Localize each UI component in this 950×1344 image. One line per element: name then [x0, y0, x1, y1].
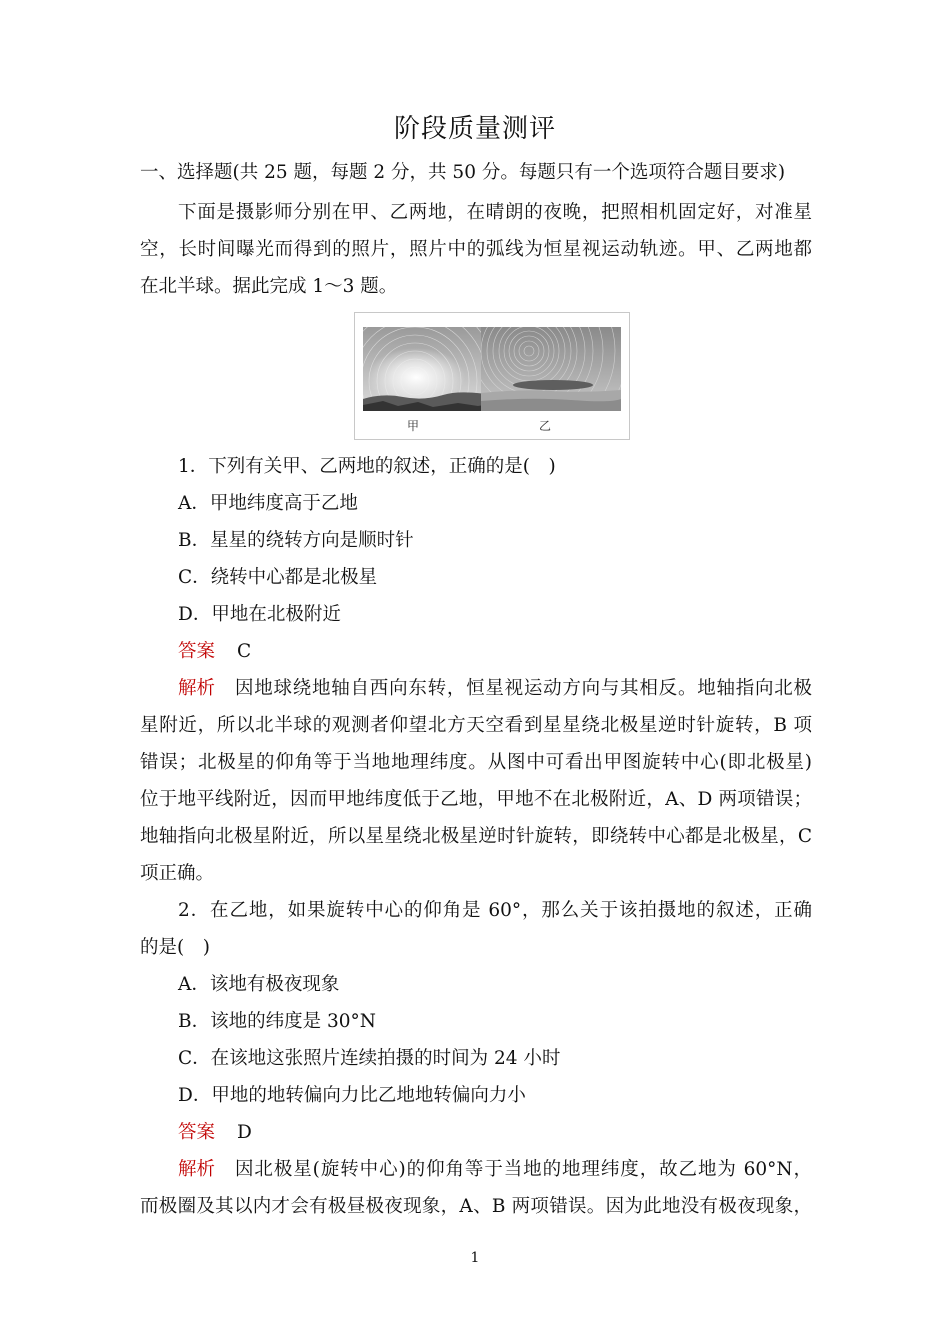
q1-analysis-line-4: 位于地平线附近，因而甲地纬度低于乙地，甲地不在北极附近，A、D 两项错误；	[140, 789, 812, 810]
q1-analysis-line-5: 地轴指向北极星附近，所以星星绕北极星逆时针旋转，即绕转中心都是北极星，C	[140, 826, 812, 847]
q2-answer-row	[178, 1120, 252, 1146]
q1-analysis-line-6: 项正确。	[140, 863, 215, 884]
q2-stem-line-2: 的是( )	[140, 937, 210, 958]
q2-option-a: A．该地有极夜现象	[178, 974, 340, 995]
answer-label: 答案	[178, 641, 216, 662]
answer-label: 答案	[178, 1122, 216, 1143]
page-number: 1	[470, 1250, 480, 1266]
section-heading: 一、选择题(共 25 题，每题 2 分，共 50 分。每题只有一个选项符合题目要求)	[140, 162, 786, 183]
q1-stem: 1．下列有关甲、乙两地的叙述，正确的是( )	[178, 456, 556, 477]
intro-line-3: 在北半球。据此完成 1～3 题。	[140, 276, 398, 297]
q1-analysis-label: 解析	[178, 678, 216, 699]
q1-analysis-line-2: 星附近，所以北半球的观测者仰望北方天空看到星星绕北极星逆时针旋转，B 项	[140, 715, 812, 736]
page-title: 阶段质量测评	[393, 114, 556, 144]
q1-option-a: A．甲地纬度高于乙地	[178, 493, 358, 514]
q2-answer: D	[237, 1122, 252, 1143]
q1-answer: C	[237, 641, 252, 662]
q1-option-b: B．星星的绕转方向是顺时针	[178, 530, 414, 551]
star-trail-figure	[354, 312, 630, 440]
q2-option-b: B．该地的纬度是 30°N	[178, 1011, 376, 1032]
q2-analysis-line-1: 因北极星(旋转中心)的仰角等于当地的地理纬度，故乙地为 60°N，	[235, 1159, 812, 1180]
q2-analysis-line-2: 而极圈及其以内才会有极昼极夜现象，A、B 两项错误。因为此地没有极夜现象，	[140, 1196, 812, 1217]
intro-line-2: 空，长时间曝光而得到的照片，照片中的弧线为恒星视运动轨迹。甲、乙两地都	[140, 239, 812, 260]
q1-analysis-line-1: 因地球绕地轴自西向东转，恒星视运动方向与其相反。地轴指向北极	[235, 678, 812, 699]
caption-jia: 甲	[406, 419, 419, 433]
q2-option-d: D．甲地的地转偏向力比乙地地转偏向力小	[178, 1085, 526, 1106]
intro-line-1: 下面是摄影师分别在甲、乙两地，在晴朗的夜晚，把照相机固定好，对准星	[178, 202, 812, 223]
caption-yi: 乙	[538, 419, 551, 433]
q1-answer-row	[178, 639, 251, 665]
q2-option-c: C．在该地这张照片连续拍摄的时间为 24 小时	[178, 1048, 561, 1069]
photo-yi	[481, 327, 621, 411]
q1-option-c: C．绕转中心都是北极星	[178, 567, 378, 588]
q1-option-d: D．甲地在北极附近	[178, 604, 341, 625]
q1-analysis-line-3: 错误；北极星的仰角等于当地地理纬度。从图中可看出甲图旋转中心(即北极星)	[140, 752, 812, 773]
q2-stem-line-1: 2．在乙地，如果旋转中心的仰角是 60°，那么关于该拍摄地的叙述，正确	[178, 900, 812, 921]
q2-analysis-label: 解析	[178, 1159, 216, 1180]
